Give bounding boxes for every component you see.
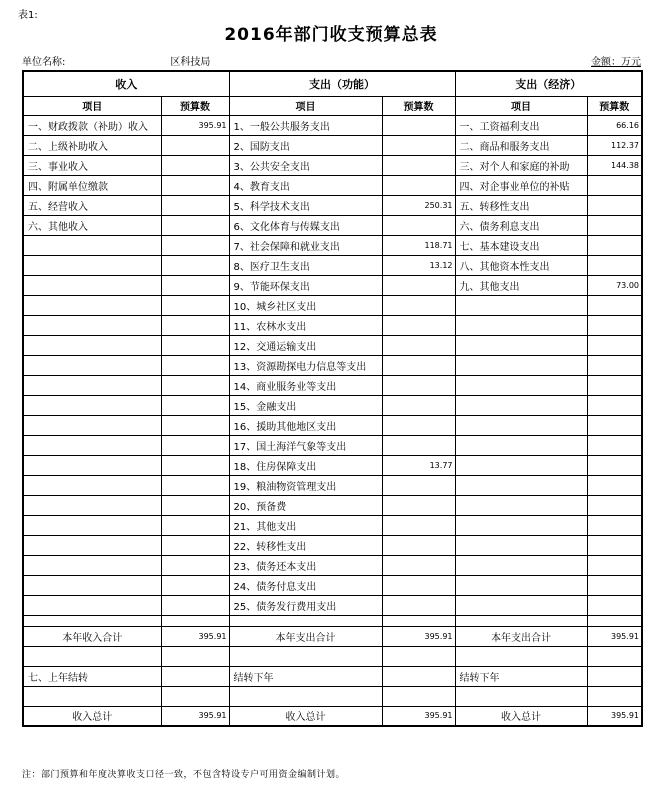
budget-value-cell — [382, 115, 455, 135]
summary-label-cell: 结转下年 — [455, 666, 587, 686]
summary-label-cell — [455, 686, 587, 706]
item-label-cell — [23, 275, 161, 295]
budget-value-cell — [382, 415, 455, 435]
budget-value-cell — [587, 215, 642, 235]
budget-value-cell — [587, 395, 642, 415]
summary-value-cell — [382, 615, 455, 626]
budget-table-body — [23, 115, 642, 726]
budget-value-cell — [382, 335, 455, 355]
summary-label-cell: 本年支出合计 — [229, 626, 382, 646]
item-label-cell: 一、工资福利支出 — [455, 115, 587, 135]
budget-value-cell — [587, 375, 642, 395]
column-header-row — [23, 96, 642, 115]
table-row — [23, 495, 642, 515]
item-label-cell — [23, 475, 161, 495]
table-row — [23, 575, 642, 595]
budget-value-cell — [382, 175, 455, 195]
budget-value-cell — [587, 255, 642, 275]
item-label-cell — [23, 315, 161, 335]
budget-value-cell — [161, 435, 229, 455]
budget-value-cell — [161, 175, 229, 195]
table-row — [23, 595, 642, 615]
item-label-cell: 7、社会保障和就业支出 — [229, 235, 382, 255]
item-label-cell — [455, 575, 587, 595]
item-label-cell: 九、其他支出 — [455, 275, 587, 295]
item-label-cell: 三、对个人和家庭的补助 — [455, 155, 587, 175]
item-label-cell — [455, 395, 587, 415]
item-label-cell: 二、上级补助收入 — [23, 135, 161, 155]
summary-value-cell — [161, 666, 229, 686]
item-label-cell: 16、援助其他地区支出 — [229, 415, 382, 435]
item-label-cell: 11、农林水支出 — [229, 315, 382, 335]
budget-value-cell — [382, 595, 455, 615]
item-label-cell — [455, 535, 587, 555]
budget-value-cell: 118.71 — [382, 235, 455, 255]
table-row — [23, 415, 642, 435]
budget-value-cell — [587, 195, 642, 215]
budget-value-cell — [382, 395, 455, 415]
unit-line — [22, 54, 641, 68]
budget-value-cell — [382, 555, 455, 575]
budget-value-cell — [382, 495, 455, 515]
budget-value-cell — [382, 515, 455, 535]
page-title: 2016年部门收支预算总表 — [224, 25, 438, 45]
budget-value-cell — [587, 515, 642, 535]
summary-value-cell: 395.91 — [587, 626, 642, 646]
summary-label-cell: 本年收入合计 — [23, 626, 161, 646]
item-label-cell — [23, 415, 161, 435]
summary-label-cell: 七、上年结转 — [23, 666, 161, 686]
summary-value-cell: 395.91 — [587, 706, 642, 726]
summary-label-cell: 本年支出合计 — [455, 626, 587, 646]
budget-value-cell — [161, 195, 229, 215]
item-label-cell: 二、商品和服务支出 — [455, 135, 587, 155]
item-label-cell: 2、国防支出 — [229, 135, 382, 155]
budget-value-cell — [161, 155, 229, 175]
summary-label-cell — [455, 646, 587, 666]
summary-value-cell — [382, 646, 455, 666]
column-header-item: 项目 — [229, 96, 382, 115]
budget-value-cell: 395.91 — [161, 115, 229, 135]
budget-value-cell: 250.31 — [382, 195, 455, 215]
summary-value-cell — [161, 686, 229, 706]
section-header-row — [23, 71, 642, 96]
budget-value-cell — [382, 295, 455, 315]
item-label-cell — [455, 495, 587, 515]
table-row — [23, 515, 642, 535]
budget-value-cell — [587, 455, 642, 475]
table-row — [23, 155, 642, 175]
summary-label-cell — [455, 615, 587, 626]
item-label-cell: 19、粮油物资管理支出 — [229, 475, 382, 495]
item-label-cell — [455, 355, 587, 375]
item-label-cell — [23, 515, 161, 535]
item-label-cell — [455, 475, 587, 495]
item-label-cell — [455, 375, 587, 395]
item-label-cell — [455, 335, 587, 355]
table-row — [23, 295, 642, 315]
item-label-cell: 5、科学技术支出 — [229, 195, 382, 215]
column-header-budget: 预算数 — [587, 96, 642, 115]
column-header-budget: 预算数 — [382, 96, 455, 115]
budget-value-cell — [587, 295, 642, 315]
budget-value-cell — [587, 415, 642, 435]
summary-value-cell: 395.91 — [382, 626, 455, 646]
table-row — [23, 375, 642, 395]
budget-value-cell — [587, 475, 642, 495]
item-label-cell: 一、财政拨款（补助）收入 — [23, 115, 161, 135]
budget-value-cell — [382, 315, 455, 335]
section-header-income: 收入 — [23, 71, 229, 96]
spacer-row — [23, 646, 642, 666]
item-label-cell — [23, 295, 161, 315]
item-label-cell: 10、城乡社区支出 — [229, 295, 382, 315]
column-header-budget: 预算数 — [161, 96, 229, 115]
budget-value-cell — [587, 535, 642, 555]
item-label-cell — [455, 455, 587, 475]
budget-value-cell: 73.00 — [587, 275, 642, 295]
item-label-cell — [23, 255, 161, 275]
summary-value-cell — [587, 646, 642, 666]
item-label-cell: 18、住房保障支出 — [229, 455, 382, 475]
item-label-cell: 20、预备费 — [229, 495, 382, 515]
budget-value-cell — [587, 435, 642, 455]
total-row — [23, 706, 642, 726]
item-label-cell — [23, 395, 161, 415]
summary-value-cell: 395.91 — [382, 706, 455, 726]
item-label-cell — [455, 555, 587, 575]
table-row — [23, 255, 642, 275]
item-label-cell: 25、债务发行费用支出 — [229, 595, 382, 615]
budget-value-cell — [587, 495, 642, 515]
summary-label-cell — [23, 646, 161, 666]
item-label-cell: 13、资源勘探电力信息等支出 — [229, 355, 382, 375]
summary-value-cell: 395.91 — [161, 626, 229, 646]
item-label-cell: 五、经营收入 — [23, 195, 161, 215]
item-label-cell — [23, 455, 161, 475]
budget-value-cell — [161, 235, 229, 255]
item-label-cell — [455, 415, 587, 435]
budget-value-cell — [587, 595, 642, 615]
budget-value-cell — [587, 575, 642, 595]
spacer-row — [23, 615, 642, 626]
budget-value-cell: 144.38 — [587, 155, 642, 175]
table-row — [23, 315, 642, 335]
item-label-cell: 4、教育支出 — [229, 175, 382, 195]
summary-value-cell — [382, 666, 455, 686]
budget-value-cell — [161, 515, 229, 535]
table-row — [23, 275, 642, 295]
item-label-cell: 四、附属单位缴款 — [23, 175, 161, 195]
table-row — [23, 135, 642, 155]
subtotal-row — [23, 626, 642, 646]
table-row — [23, 555, 642, 575]
table-row — [23, 535, 642, 555]
item-label-cell: 3、公共安全支出 — [229, 155, 382, 175]
item-label-cell: 四、对企事业单位的补贴 — [455, 175, 587, 195]
item-label-cell — [455, 435, 587, 455]
content-area — [22, 54, 641, 727]
summary-label-cell: 收入总计 — [23, 706, 161, 726]
item-label-cell: 六、其他收入 — [23, 215, 161, 235]
budget-value-cell — [587, 355, 642, 375]
item-label-cell: 24、债务付息支出 — [229, 575, 382, 595]
budget-value-cell — [161, 535, 229, 555]
summary-value-cell — [161, 646, 229, 666]
item-label-cell — [23, 435, 161, 455]
spacer-row — [23, 686, 642, 706]
section-header-economic-expenditure: 支出（经济） — [455, 71, 642, 96]
section-header-function-expenditure: 支出（功能） — [229, 71, 455, 96]
budget-table — [22, 70, 643, 727]
budget-value-cell — [161, 395, 229, 415]
budget-value-cell — [587, 315, 642, 335]
table-row — [23, 355, 642, 375]
budget-value-cell: 13.12 — [382, 255, 455, 275]
budget-value-cell — [587, 175, 642, 195]
table-row — [23, 475, 642, 495]
budget-value-cell — [587, 555, 642, 575]
budget-value-cell — [161, 255, 229, 275]
table-row — [23, 435, 642, 455]
summary-label-cell — [229, 646, 382, 666]
budget-value-cell — [382, 475, 455, 495]
item-label-cell — [23, 335, 161, 355]
item-label-cell — [23, 575, 161, 595]
budget-value-cell — [161, 555, 229, 575]
budget-value-cell — [161, 215, 229, 235]
item-label-cell — [23, 595, 161, 615]
amount-unit-label: 金额：万元 — [591, 57, 641, 68]
item-label-cell: 21、其他支出 — [229, 515, 382, 535]
budget-value-cell — [382, 355, 455, 375]
budget-value-cell — [382, 155, 455, 175]
budget-value-cell: 112.37 — [587, 135, 642, 155]
budget-value-cell — [161, 375, 229, 395]
item-label-cell — [23, 555, 161, 575]
footnote: 注：部门预算和年度决算收支口径一致，不包含特设专户可用资金编制计划。 — [22, 770, 346, 780]
summary-value-cell — [587, 666, 642, 686]
item-label-cell: 14、商业服务业等支出 — [229, 375, 382, 395]
item-label-cell: 12、交通运输支出 — [229, 335, 382, 355]
budget-value-cell — [161, 595, 229, 615]
budget-value-cell — [382, 435, 455, 455]
item-label-cell: 15、金融支出 — [229, 395, 382, 415]
item-label-cell — [455, 595, 587, 615]
table-row — [23, 335, 642, 355]
summary-label-cell — [23, 615, 161, 626]
item-label-cell — [455, 295, 587, 315]
item-label-cell: 9、节能环保支出 — [229, 275, 382, 295]
item-label-cell: 五、转移性支出 — [455, 195, 587, 215]
item-label-cell: 八、其他资本性支出 — [455, 255, 587, 275]
item-label-cell — [23, 355, 161, 375]
table-row — [23, 395, 642, 415]
summary-label-cell — [23, 686, 161, 706]
budget-value-cell — [161, 355, 229, 375]
budget-value-cell: 66.16 — [587, 115, 642, 135]
budget-value-cell — [161, 455, 229, 475]
table-row — [23, 195, 642, 215]
item-label-cell — [455, 515, 587, 535]
summary-label-cell — [229, 686, 382, 706]
item-label-cell: 22、转移性支出 — [229, 535, 382, 555]
summary-value-cell — [382, 686, 455, 706]
table-row — [23, 175, 642, 195]
summary-label-cell — [229, 615, 382, 626]
budget-value-cell — [587, 235, 642, 255]
budget-value-cell — [161, 315, 229, 335]
budget-value-cell — [382, 215, 455, 235]
summary-label-cell: 收入总计 — [455, 706, 587, 726]
item-label-cell: 23、债务还本支出 — [229, 555, 382, 575]
budget-value-cell — [161, 295, 229, 315]
summary-value-cell: 395.91 — [161, 706, 229, 726]
item-label-cell — [23, 375, 161, 395]
sheet-tag: 表1: — [18, 10, 38, 21]
item-label-cell — [455, 315, 587, 335]
item-label-cell: 17、国土海洋气象等支出 — [229, 435, 382, 455]
budget-value-cell — [382, 375, 455, 395]
item-label-cell: 六、债务利息支出 — [455, 215, 587, 235]
budget-value-cell — [587, 335, 642, 355]
column-header-item: 项目 — [455, 96, 587, 115]
budget-value-cell — [382, 575, 455, 595]
item-label-cell — [23, 495, 161, 515]
budget-value-cell: 13.77 — [382, 455, 455, 475]
unit-name-label: 单位名称: — [22, 57, 66, 68]
table-row — [23, 235, 642, 255]
summary-value-cell — [587, 615, 642, 626]
table-row — [23, 455, 642, 475]
item-label-cell: 三、事业收入 — [23, 155, 161, 175]
budget-value-cell — [161, 335, 229, 355]
table-row — [23, 215, 642, 235]
budget-value-cell — [161, 575, 229, 595]
summary-value-cell — [587, 686, 642, 706]
budget-value-cell — [161, 415, 229, 435]
item-label-cell — [23, 535, 161, 555]
budget-value-cell — [161, 275, 229, 295]
unit-name-value: 区科技局 — [170, 57, 211, 68]
item-label-cell: 8、医疗卫生支出 — [229, 255, 382, 275]
item-label-cell — [23, 235, 161, 255]
item-label-cell: 七、基本建设支出 — [455, 235, 587, 255]
budget-value-cell — [161, 135, 229, 155]
budget-value-cell — [382, 135, 455, 155]
item-label-cell: 1、一般公共服务支出 — [229, 115, 382, 135]
carryover-row — [23, 666, 642, 686]
summary-label-cell: 结转下年 — [229, 666, 382, 686]
budget-value-cell — [382, 275, 455, 295]
summary-value-cell — [161, 615, 229, 626]
summary-label-cell: 收入总计 — [229, 706, 382, 726]
budget-value-cell — [161, 495, 229, 515]
item-label-cell: 6、文化体育与传媒支出 — [229, 215, 382, 235]
budget-value-cell — [161, 475, 229, 495]
budget-value-cell — [382, 535, 455, 555]
table-row — [23, 115, 642, 135]
column-header-item: 项目 — [23, 96, 161, 115]
